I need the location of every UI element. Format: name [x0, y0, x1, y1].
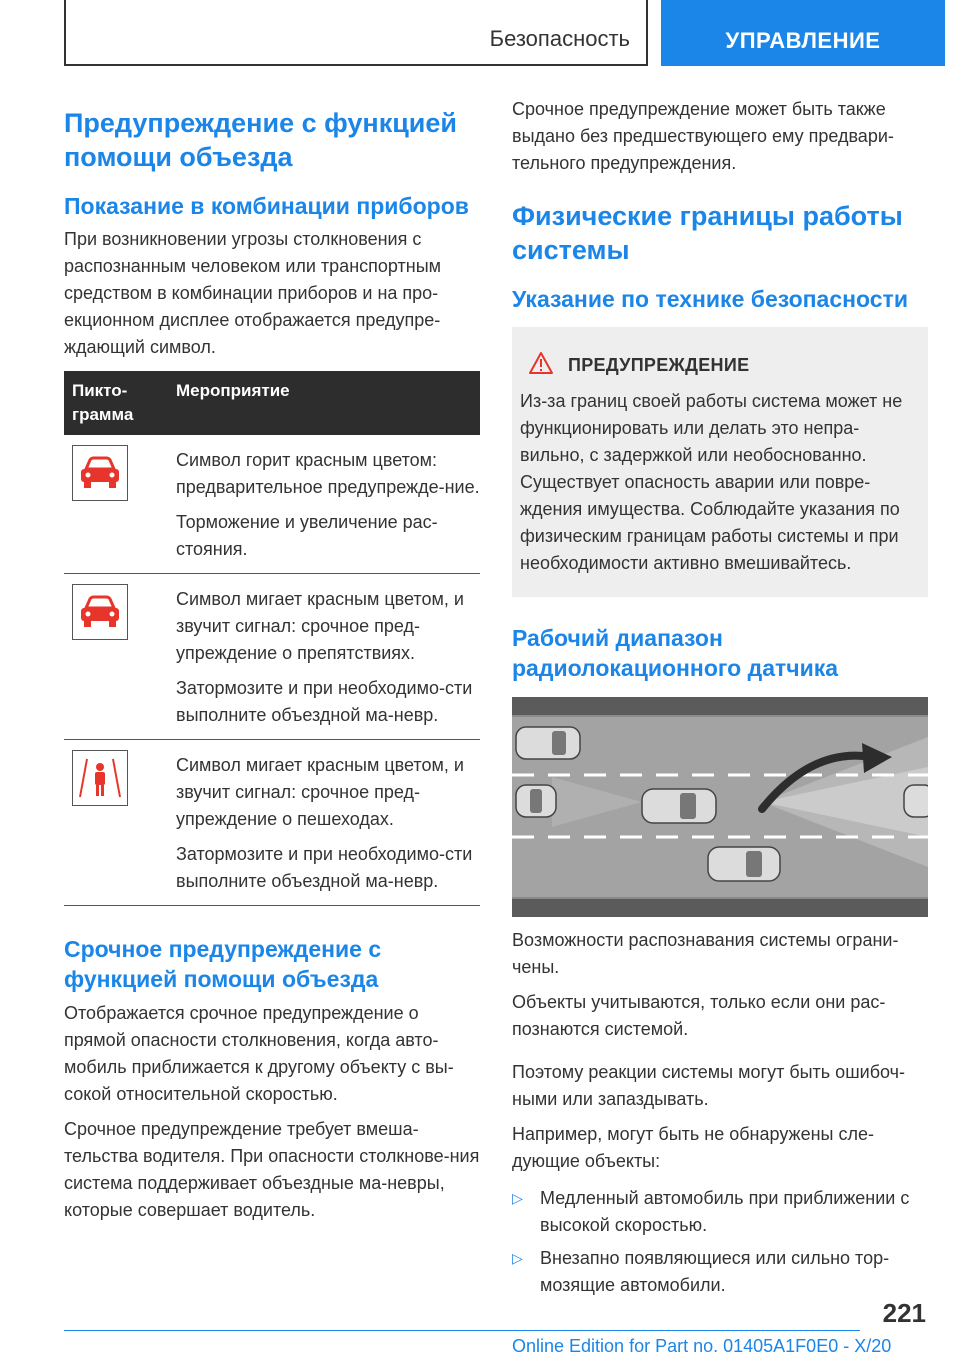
- page-number: 221: [882, 1298, 926, 1328]
- list-item: [512, 1245, 928, 1299]
- paragraph: Поэтому реакции системы могут быть ошибоч-ными или запаздывать.: [512, 1062, 905, 1109]
- row-text-1: Символ горит красным цветом: предварительное предупрежде-ние.: [176, 450, 480, 497]
- paragraph: Возможности распознавания системы ограни-чены.: [512, 930, 899, 977]
- radar-range-diagram: [512, 697, 928, 917]
- section-title: Физические границы работы системы: [512, 201, 903, 265]
- header-chapter-tab[interactable]: [661, 0, 945, 66]
- row-text-1: Символ мигает красным цветом, и звучит сигнал: срочное пред-упреждение о пешеходах.: [176, 755, 464, 829]
- table-row: [64, 435, 480, 574]
- header-section-title: Безопасность: [489, 26, 630, 51]
- intro-paragraph: При возникновении угрозы столкновения с распознанным человеком или транспортным средством в комбинации приборов и на про-екционном дисплее отображается предупре-ждающий символ.: [64, 229, 442, 357]
- section-subtitle: Указание по технике безопасности: [512, 286, 908, 312]
- warning-box: [512, 327, 928, 597]
- pictogram-table: [64, 371, 480, 906]
- table-row: [64, 740, 480, 906]
- row-text-2: Затормозите и при необходимо-сти выполните объездной ма-невр.: [176, 844, 473, 891]
- section-subtitle-2: Рабочий диапазон радиолокационного датчика: [512, 625, 839, 681]
- warning-text: Из-за границ своей работы система может не функционировать или делать это непра-вильно, с задержкой или необоснованно. Существует опасность аварии или повре-ждения имущества. Соблюдайте указания по физическим границам работы системы и при необходимости активно вмешивайтесь.: [520, 391, 903, 573]
- bullet-list: [512, 1185, 928, 1299]
- pedestrian-warning-icon: [72, 750, 128, 806]
- paragraph: Срочное предупреждение может быть также выдано без предшествующего ему предвари-тельного предупреждения.: [512, 99, 894, 173]
- triangle-bullet-icon: ▷: [512, 1190, 523, 1206]
- warning-title: ПРЕДУПРЕЖДЕНИЕ: [568, 355, 750, 375]
- table-header: [64, 371, 480, 435]
- car-warning-icon: [72, 584, 128, 640]
- footer-edition: Online Edition for Part no. 01405A1F0E0 - X/20: [512, 1336, 892, 1356]
- paragraph: Объекты учитываются, только если они рас-познаются системой.: [512, 992, 886, 1039]
- list-item-text: Внезапно появляющиеся или сильно тор-мозящие автомобили.: [540, 1248, 890, 1295]
- section-title: Предупреждение с функцией помощи объезда: [64, 108, 458, 172]
- footer-divider: [64, 1330, 860, 1331]
- warning-header: [528, 351, 920, 380]
- section-title-2: Срочное предупреждение с функцией помощи объезда: [64, 936, 382, 992]
- header-section-box: [64, 0, 648, 66]
- paragraph: Например, могут быть не обнаружены сле-дующие объекты:: [512, 1124, 874, 1171]
- list-item: [512, 1185, 928, 1239]
- table-row: [64, 574, 480, 740]
- warning-triangle-icon: [528, 351, 554, 380]
- triangle-bullet-icon: ▷: [512, 1250, 523, 1266]
- row-text-2: Затормозите и при необходимо-сти выполните объездной ма-невр.: [176, 678, 473, 725]
- row-text-2: Торможение и увеличение рас-стояния.: [176, 512, 438, 559]
- row-text-1: Символ мигает красным цветом, и звучит сигнал: срочное пред-упреждение о препятствиях.: [176, 589, 464, 663]
- section-subtitle: Показание в комбинации приборов: [64, 193, 469, 219]
- right-column: [512, 96, 928, 1305]
- table-header-pictogram: Пикто-грамма: [72, 381, 134, 424]
- left-column: [64, 96, 480, 1224]
- list-item-text: Медленный автомобиль при приближении с высокой скоростью.: [540, 1188, 910, 1235]
- paragraph: Срочное предупреждение требует вмеша-тельства водителя. При опасности столкнове-ния система поддерживает объездные ма-невры, которые совершает водитель.: [64, 1119, 480, 1220]
- table-header-measure: Мероприятие: [176, 381, 290, 400]
- header-chapter-title: УПРАВЛЕНИЕ: [725, 28, 881, 53]
- paragraph: Отображается срочное предупреждение о прямой опасности столкновения, когда авто-мобиль приближается к другому объекту с вы-сокой относительной скоростью.: [64, 1003, 454, 1104]
- car-warning-icon: [72, 445, 128, 501]
